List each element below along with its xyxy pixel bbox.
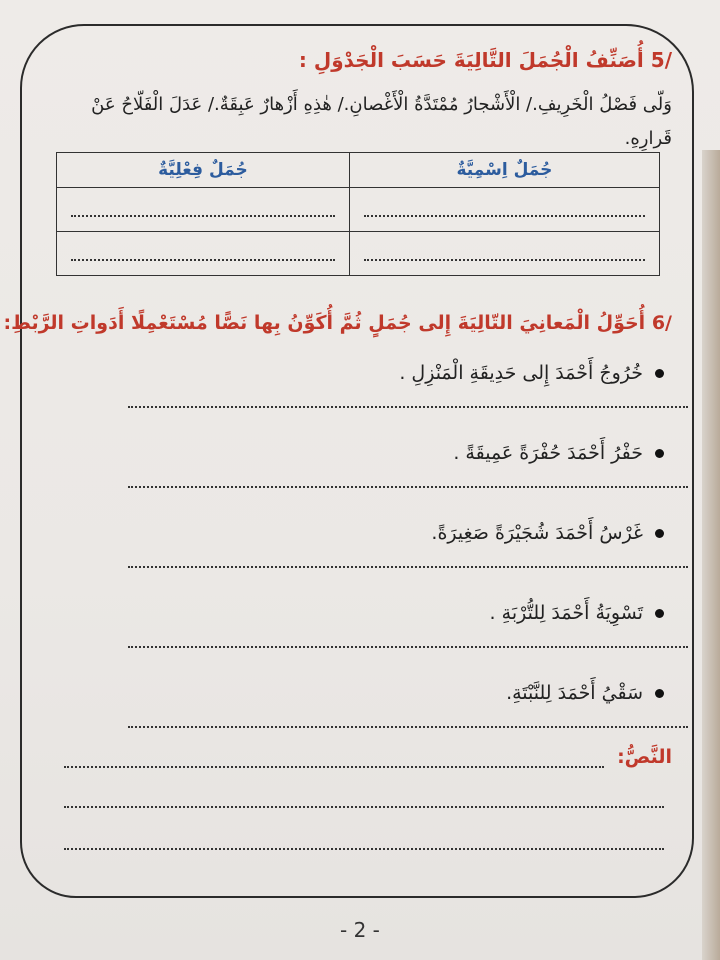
text-answer-line[interactable] [64,806,664,808]
list-item [104,362,664,442]
answer-cell[interactable] [349,232,659,276]
text-answer-line[interactable] [64,848,664,850]
nominal-sentences-header: جُمَلٌ اِسْمِيَّةٌ [349,153,659,188]
verbal-sentences-header: جُمَلٌ فِعْلِيَّةٌ [57,153,350,188]
answer-cell[interactable] [349,188,659,232]
classification-table [56,152,660,276]
bullet-icon [655,689,664,698]
list-item-text: سَقْيُ أَحْمَدَ لِلنَّبْتَةِ. [506,682,643,704]
answer-line[interactable] [128,646,688,648]
list-item [104,602,664,682]
list-item-text: حَفْرُ أَحْمَدَ حُفْرَةً عَمِيقَةً . [453,442,643,464]
page-number: - 2 - [340,918,380,942]
exercise-6-heading [4,312,672,334]
answer-line[interactable] [128,726,688,728]
exercise-6-title: أُحَوِّلُ الْمَعانِيَ التّالِيَةَ إِلى جُمَلٍ ثُمَّ أُكَوِّنُ بِها نَصًّا مُسْتَعْمِلًا أَدَواتِ الرَّبْطِ: [3,312,646,334]
answer-cell[interactable] [57,188,350,232]
answer-line[interactable] [128,486,688,488]
list-item-text: غَرْسُ أَحْمَدَ شُجَيْرَةً صَغِيرَةً. [431,522,643,544]
list-item [104,442,664,522]
exercise-6-number: /6 [651,312,672,334]
list-item-text: تَسْوِيَةُ أَحْمَدَ لِلتُّرْبَةِ . [489,602,643,624]
answer-cell[interactable] [57,232,350,276]
bullet-icon [655,449,664,458]
answer-line[interactable] [128,406,688,408]
exercise-5-heading [299,48,672,72]
page-edge-shadow [702,150,720,960]
exercise-5-title: أُصَنِّفُ الْجُمَلَ التَّالِيَةَ حَسَبَ الْجَدْوَلِ : [298,48,644,72]
exercise-5-sentences: وَلّى فَصْلُ الْخَرِيفِ./ الْأَشْجارُ مُمْتَدَّةُ الْأَغْصانِ./ هٰذِهِ أَزْهارٌ عَبِقَةٌ./ عَدَلَ الْفَلّاحُ عَنْ قَرارِهِ. [91,94,672,149]
answer-line[interactable] [128,566,688,568]
text-section-label: النَّصُّ: [617,746,672,768]
exercise-6-list [104,362,664,762]
exercise-5-number: /5 [650,48,672,72]
list-item [104,682,664,762]
text-answer-line[interactable] [64,766,604,768]
bullet-icon [655,529,664,538]
list-item [104,522,664,602]
bullet-icon [655,369,664,378]
list-item-text: خُرُوجُ أَحْمَدَ إِلى حَدِيقَةِ الْمَنْزِلِ . [399,362,643,384]
bullet-icon [655,609,664,618]
